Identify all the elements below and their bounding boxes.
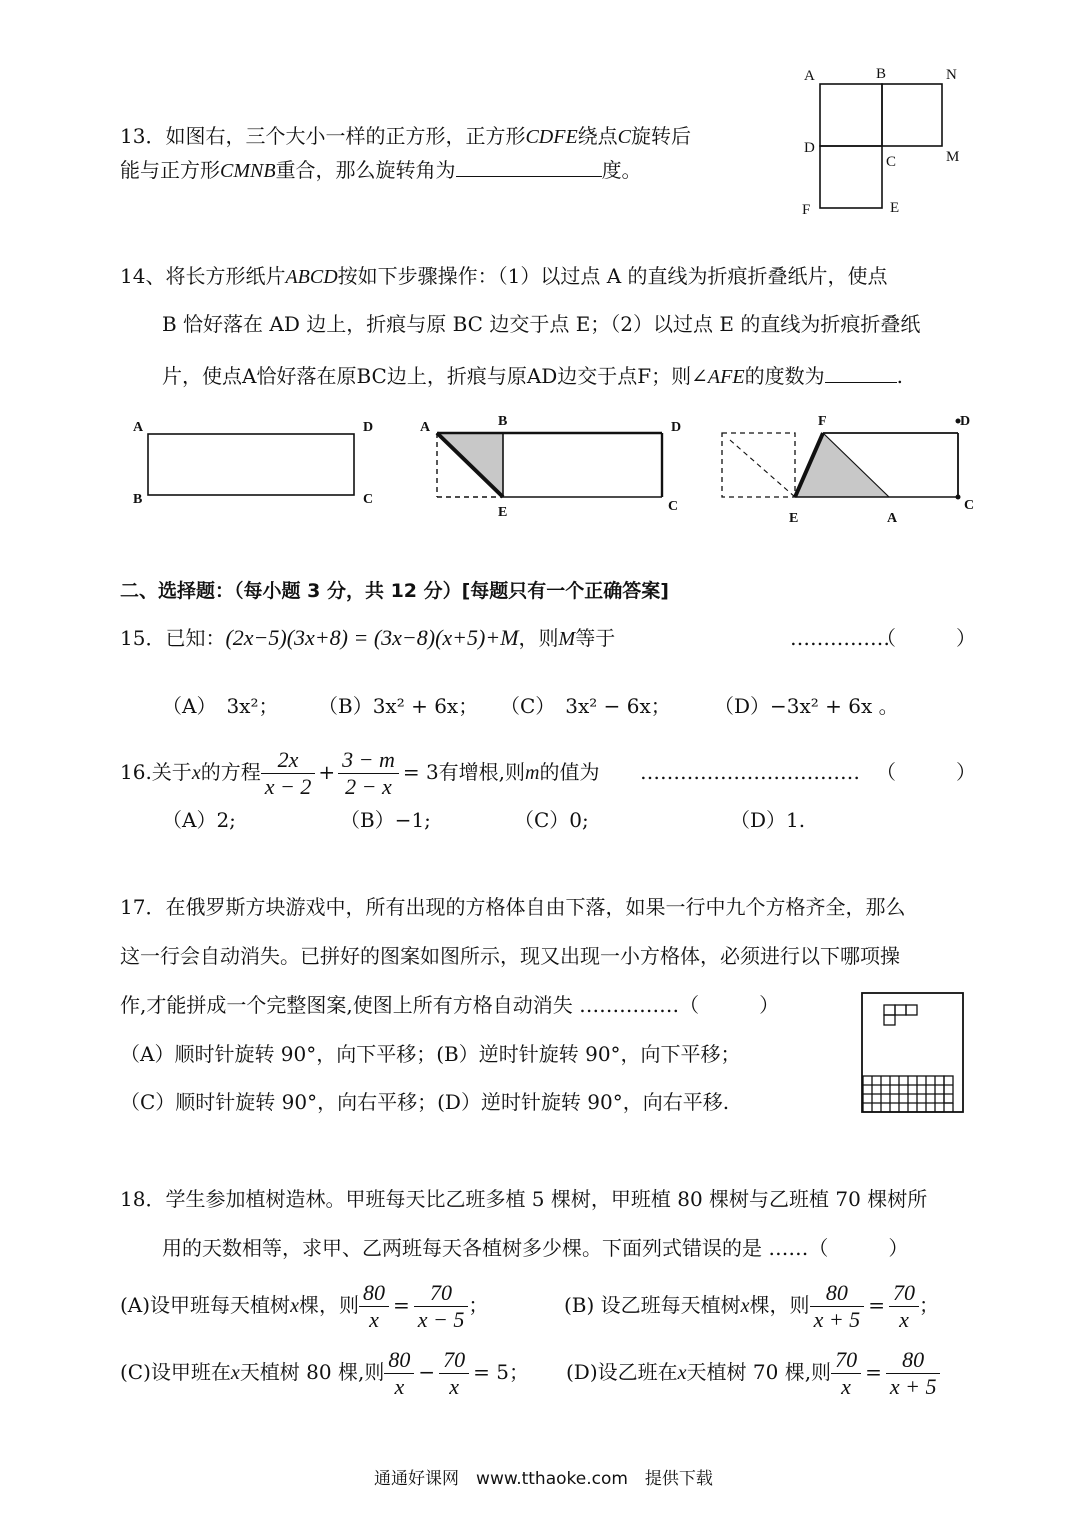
q17-line2: 这一行会自动消失。已拼好的图案如图所示，现又出现一小方格体，必须进行以下哪项操	[120, 944, 900, 968]
q15-answer-bracket[interactable]: （ ）	[876, 626, 976, 650]
fig3-label-a: A	[887, 511, 898, 526]
page-footer: 通通好课网 www.tthaoke.com 提供下载	[374, 1469, 713, 1489]
fig3-label-c: C	[964, 498, 975, 513]
q15-option-d[interactable]: （D）−3x² + 6x 。	[714, 694, 899, 718]
q16-fraction-1: $\frac{2x}{x - 2}$	[261, 747, 316, 800]
q13-label-e: E	[890, 200, 900, 216]
q18-option-d[interactable]: (D)设乙班在x天植树 70 棵,则 $\frac{70}{x}$ = $\frac{80}{x + 5}$	[566, 1342, 940, 1402]
q15-stem: 15．已知：(2x−5)(3x+8) = (3x−8)(x+5)+M，则M等于	[120, 625, 616, 650]
q13-label-b: B	[876, 66, 887, 82]
q18-option-a[interactable]: (A)设甲班每天植树x棵，则 $\frac{80}{x}$ = $\frac{70}{x - 5}$ ；	[120, 1280, 489, 1332]
q13-label-d: D	[804, 140, 815, 156]
q13-label-m: M	[946, 149, 960, 165]
fig3-label-d: D	[960, 414, 971, 429]
q16-option-d[interactable]: （D）1.	[730, 808, 806, 832]
fig2-label-a: A	[420, 420, 431, 435]
fig3-label-f: F	[818, 414, 827, 429]
q13-label-a: A	[804, 68, 815, 84]
q13-label-f: F	[802, 202, 811, 218]
fig1-label-b: B	[133, 492, 143, 507]
q16-answer-bracket[interactable]: （ ）	[876, 760, 976, 784]
fig2-label-c: C	[668, 499, 679, 514]
q18-line1: 18．学生参加植树造林。甲班每天比乙班多植 5 棵树，甲班植 80 棵树与乙班植 70 棵树所	[120, 1187, 928, 1211]
q15-dots: ……………	[790, 626, 890, 650]
q18-option-c[interactable]: (C)设甲班在x天植树 80 棵,则 $\frac{80}{x}$ − $\frac{70}{x}$ = 5；	[120, 1347, 529, 1399]
q17-options-ab[interactable]: （A）顺时针旋转 90°，向下平移；(B）逆时针旋转 90°，向下平移；	[120, 1042, 741, 1066]
q13-label-c: C	[886, 154, 897, 170]
q14-line2: B 恰好落在 AD 边上，折痕与原 BC 边交于点 E；（2）以过点 E 的直线为折痕折叠纸	[162, 312, 921, 336]
q17-line1: 17．在俄罗斯方块游戏中，所有出现的方格体自由下落，如果一行中九个方格齐全，那么	[120, 895, 906, 919]
fig1-label-a: A	[133, 420, 144, 435]
fig1-label-c: C	[363, 492, 374, 507]
q16-dots: ……………………………	[640, 760, 860, 784]
q14-line1: 14、将长方形纸片ABCD按如下步骤操作：（1）以过点 A 的直线为折痕折叠纸片，使点	[120, 264, 888, 288]
q15-option-b[interactable]: （B）3x² + 6x；	[318, 694, 479, 718]
q16-option-c[interactable]: （C）0;	[514, 808, 589, 832]
q13-line2: 能与正方形CMNB重合，那么旋转角为 度。	[120, 158, 642, 182]
q17-line3: 作,才能拼成一个完整图案,使图上所有方格自动消失 ……………（ ）	[120, 993, 780, 1017]
q15-option-c[interactable]: （C） 3x² − 6x；	[500, 694, 671, 718]
section-heading: 二、选择题：（每小题 3 分，共 12 分）[每题只有一个正确答案]	[120, 580, 669, 602]
q14-line3: 片，使点A恰好落在原BC边上，折痕与原AD边交于点F；则∠AFE的度数为 .	[162, 364, 903, 388]
q16-fraction-2: $\frac{3 - m}{2 - x}$	[338, 747, 399, 800]
fig2-label-e: E	[498, 505, 508, 520]
fig2-label-b: B	[498, 414, 508, 429]
q13-label-n: N	[946, 67, 957, 83]
q16-option-b[interactable]: （B）−1;	[340, 808, 431, 832]
q13-line1: 13．如图右，三个大小一样的正方形，正方形CDFE绕点C旋转后	[120, 124, 692, 148]
q18-line2: 用的天数相等，求甲、乙两班每天各植树多少棵。下面列式错误的是 ……（ ）	[162, 1236, 909, 1260]
q18-option-b[interactable]: (B) 设乙班每天植树x棵，则 $\frac{80}{x + 5}$ = $\frac{70}{x}$ ；	[564, 1280, 939, 1332]
fig2-label-d: D	[671, 420, 682, 435]
q15-option-a[interactable]: （A） 3x²；	[162, 694, 279, 718]
q16-stem: 16.关于x的方程 $\frac{2x}{x - 2}$ + $\frac{3 - m}{2 - x}$ = 3有增根,则m的值为	[120, 747, 600, 799]
fig1-label-d: D	[363, 420, 374, 435]
q16-option-a[interactable]: （A）2;	[162, 808, 236, 832]
fig3-label-e: E	[789, 511, 799, 526]
q17-options-cd[interactable]: （C）顺时针旋转 90°，向右平移；(D）逆时针旋转 90°，向右平移.	[120, 1090, 730, 1114]
